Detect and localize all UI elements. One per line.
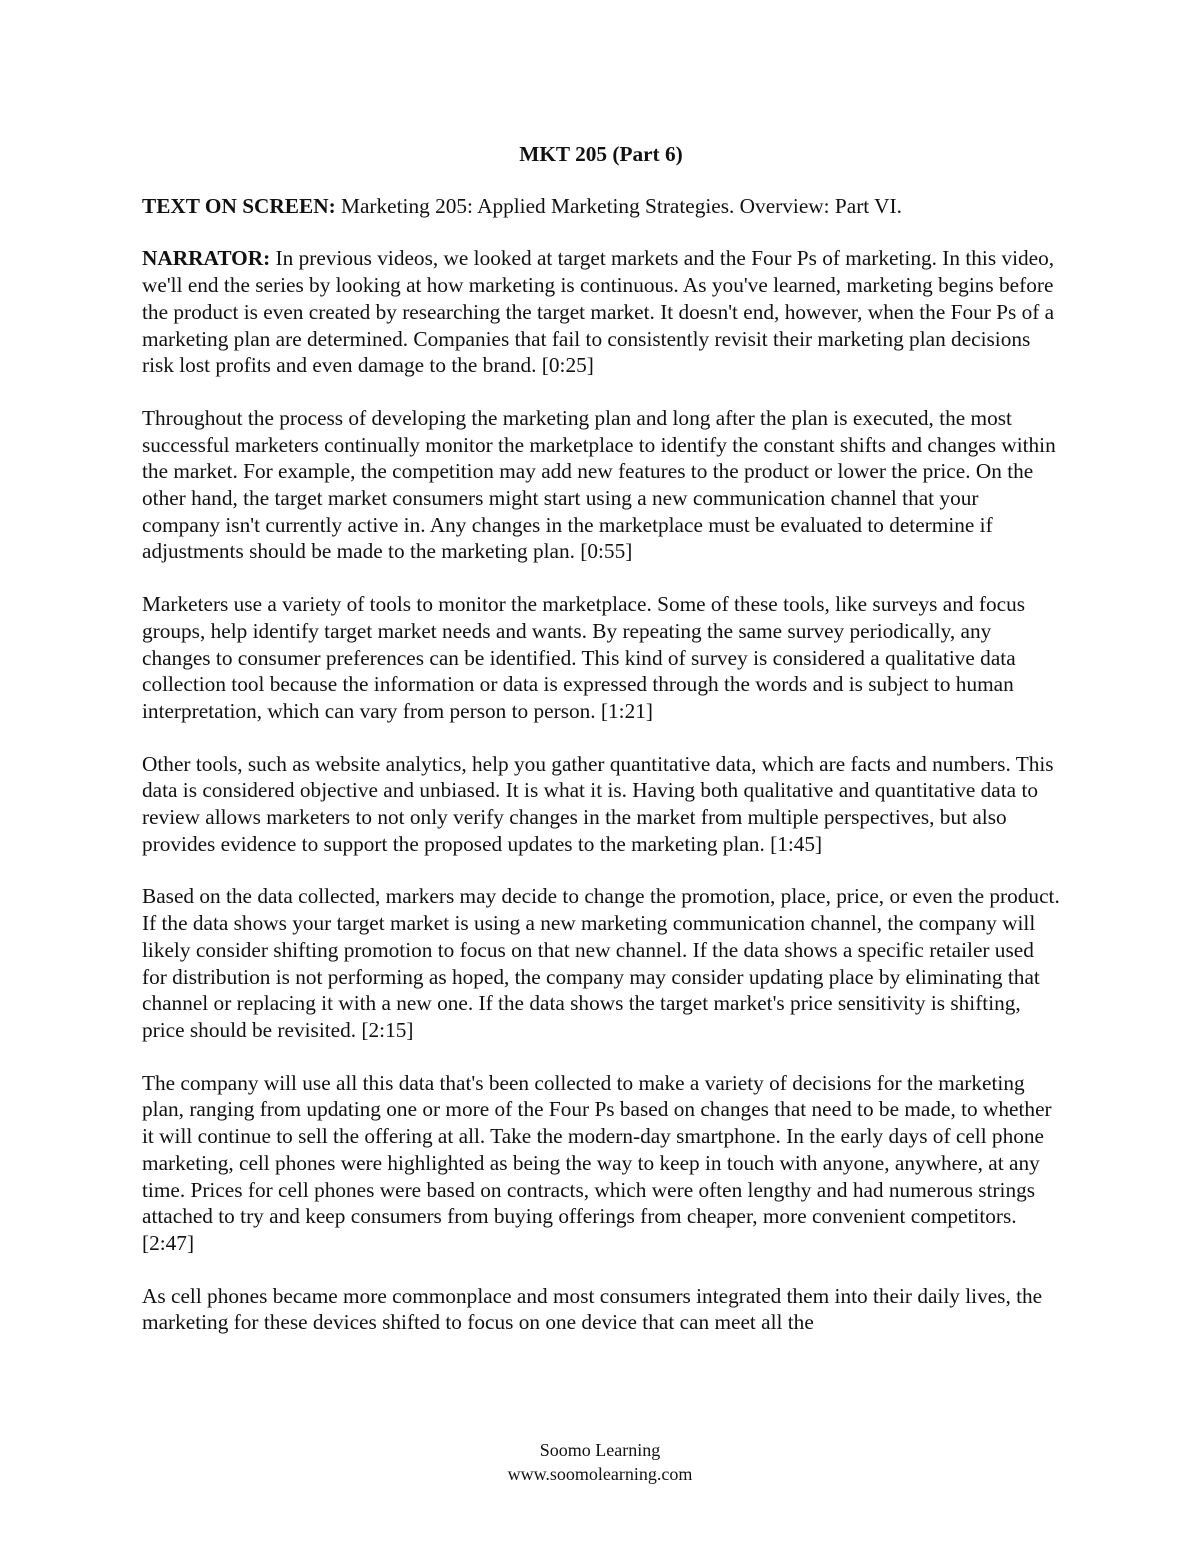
body-paragraph: The company will use all this data that's been collected to make a variety of decisions for the marketing plan, ranging from updating one or more of the Four Ps based on changes that need to be made, to whether it will continue to sell the offering at all. Take the modern-day smartphone. In the early days of cell phone marketing, cell phones were highlighted as being the way to keep in touch with anyone, anywhere, at any time. Prices for cell phones were based on contracts, which were often lengthy and had numerous strings attached to try and keep consumers from buying offerings from cheaper, more convenient competitors. [2:47] [142, 1070, 1052, 1255]
text-on-screen-text: Marketing 205: Applied Marketing Strategies. Overview: Part VI. [341, 193, 902, 218]
body-paragraph: As cell phones became more commonplace and most consumers integrated them into their daily lives, the marketing for these devices shifted to focus on one device that can meet all the [142, 1283, 1043, 1335]
body-paragraph: Marketers use a variety of tools to monitor the marketplace. Some of these tools, like surveys and focus groups, help identify target market needs and wants. By repeating the same survey periodically, any changes to consumer preferences can be identified. This kind of survey is considered a qualitative data collection tool because the information or data is expressed through the words and is subject to human interpretation, which can vary from person to person. [1:21] [142, 592, 1025, 723]
body-paragraph: Other tools, such as website analytics, help you gather quantitative data, which are facts and numbers. This data is considered objective and unbiased. It is what it is. Having both qualitative and quantitative data to review allows marketers to not only verify changes in the market from multiple perspectives, but also provides evidence to support the proposed updates to the marketing plan. [1:45] [142, 751, 1054, 856]
narrator-text: In previous videos, we looked at target markets and the Four Ps of marketing. In this video, we'll end the series by looking at how marketing is continuous. As you've learned, marketing begins before the product is even created by researching the target market. It doesn't end, however, when the Four Ps of a marketing plan are determined. Companies that fail to consistently revisit their marketing plan decisions risk lost profits and even damage to the brand. [0:25] [142, 246, 1055, 378]
body-paragraph: Based on the data collected, markers may decide to change the promotion, place, price, or even the product. If the data shows your target market is using a new marketing communication channel, the company will likely consider shifting promotion to focus on that new channel. If the data shows a specific retailer used for distribution is not performing as hoped, the company may consider updating place by eliminating that channel or replacing it with a new one. If the data shows the target market's price sensitivity is shifting, price should be revisited. [2:15] [142, 884, 1060, 1042]
document-body [142, 141, 1060, 1362]
narrator-paragraph [142, 245, 1060, 379]
narrator-label: NARRATOR: [142, 246, 271, 271]
footer-url: www.soomolearning.com [507, 1464, 693, 1484]
page-footer [0, 1438, 1200, 1486]
body-paragraph: Throughout the process of developing the marketing plan and long after the plan is executed, the most successful marketers continually monitor the marketplace to identify the constant shifts and changes within the market. For example, the competition may add new features to the product or lower the price. On the other hand, the target market consumers might start using a new communication channel that your company isn't currently active in. Any changes in the marketplace must be evaluated to determine if adjustments should be made to the marketing plan. [0:55] [142, 405, 1056, 564]
page-title: MKT 205 (Part 6) [519, 142, 683, 166]
footer-company: Soomo Learning [539, 1440, 661, 1460]
text-on-screen-paragraph [142, 193, 1060, 220]
text-on-screen-label: TEXT ON SCREEN: [142, 193, 336, 218]
